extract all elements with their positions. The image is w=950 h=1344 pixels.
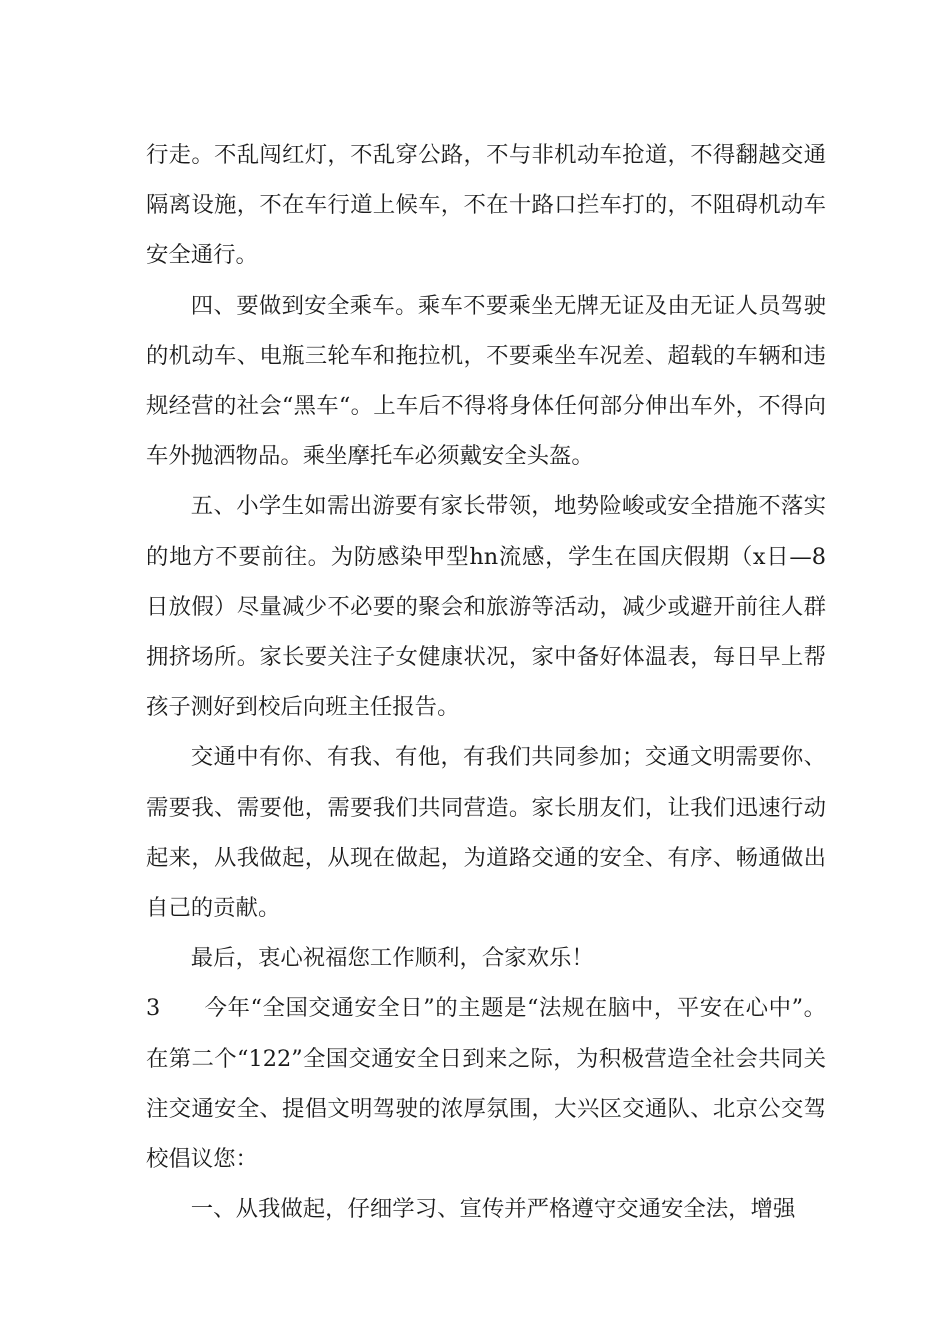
paragraph-first-proposal: 一、从我做起，仔细学习、宣传并严格遵守交通安全法，增强 bbox=[190, 1196, 796, 1223]
document-body bbox=[146, 130, 826, 1234]
section-3-text: 今年“全国交通安全日”的主题是“法规在脑中，平安在心中”。在第二个“122”全国交通安全日到来之际，为积极营造全社会共同关注交通安全、提倡文明驾驶的浓厚氛围，大兴区交通队、北京公交驾校倡议您： bbox=[146, 995, 826, 1173]
paragraph-outings-and-flu: 五、小学生如需出游要有家长带领，地势险峻或安全措施不落实的地方不要前往。为防感染甲型hn流感，学生在国庆假期（x日—8日放假）尽量减少不必要的聚会和旅游等活动，减少或避开前往人群拥挤场所。家长要关注子女健康状况，家中备好体温表，每日早上帮孩子测好到校后向班主任报告。 bbox=[146, 493, 826, 721]
paragraph-safe-riding: 四、要做到安全乘车。乘车不要乘坐无牌无证及由无证人员驾驶的机动车、电瓶三轮车和拖拉机，不要乘坐车况差、超载的车辆和违规经营的社会“黑车“。上车后不得将身体任何部分伸出车外，不得向车外抛洒物品。乘坐摩托车必须戴安全头盔。 bbox=[146, 292, 826, 470]
paragraph-closing-wishes: 最后，衷心祝福您工作顺利，合家欢乐！ bbox=[190, 945, 594, 972]
paragraph-traffic-civility: 交通中有你、有我、有他，有我们共同参加；交通文明需要你、需要我、需要他，需要我们共同营造。家长朋友们，让我们迅速行动起来，从我做起，从现在做起，为道路交通的安全、有序、畅通做出自己的贡献。 bbox=[146, 744, 826, 922]
paragraph-walking-rules: 行走。不乱闯红灯，不乱穿公路，不与非机动车抢道，不得翻越交通隔离设施，不在车行道上候车，不在十路口拦车打的，不阻碍机动车安全通行。 bbox=[146, 142, 826, 269]
section-number: 3 bbox=[146, 995, 161, 1022]
paragraph-section-3 bbox=[146, 983, 826, 1184]
